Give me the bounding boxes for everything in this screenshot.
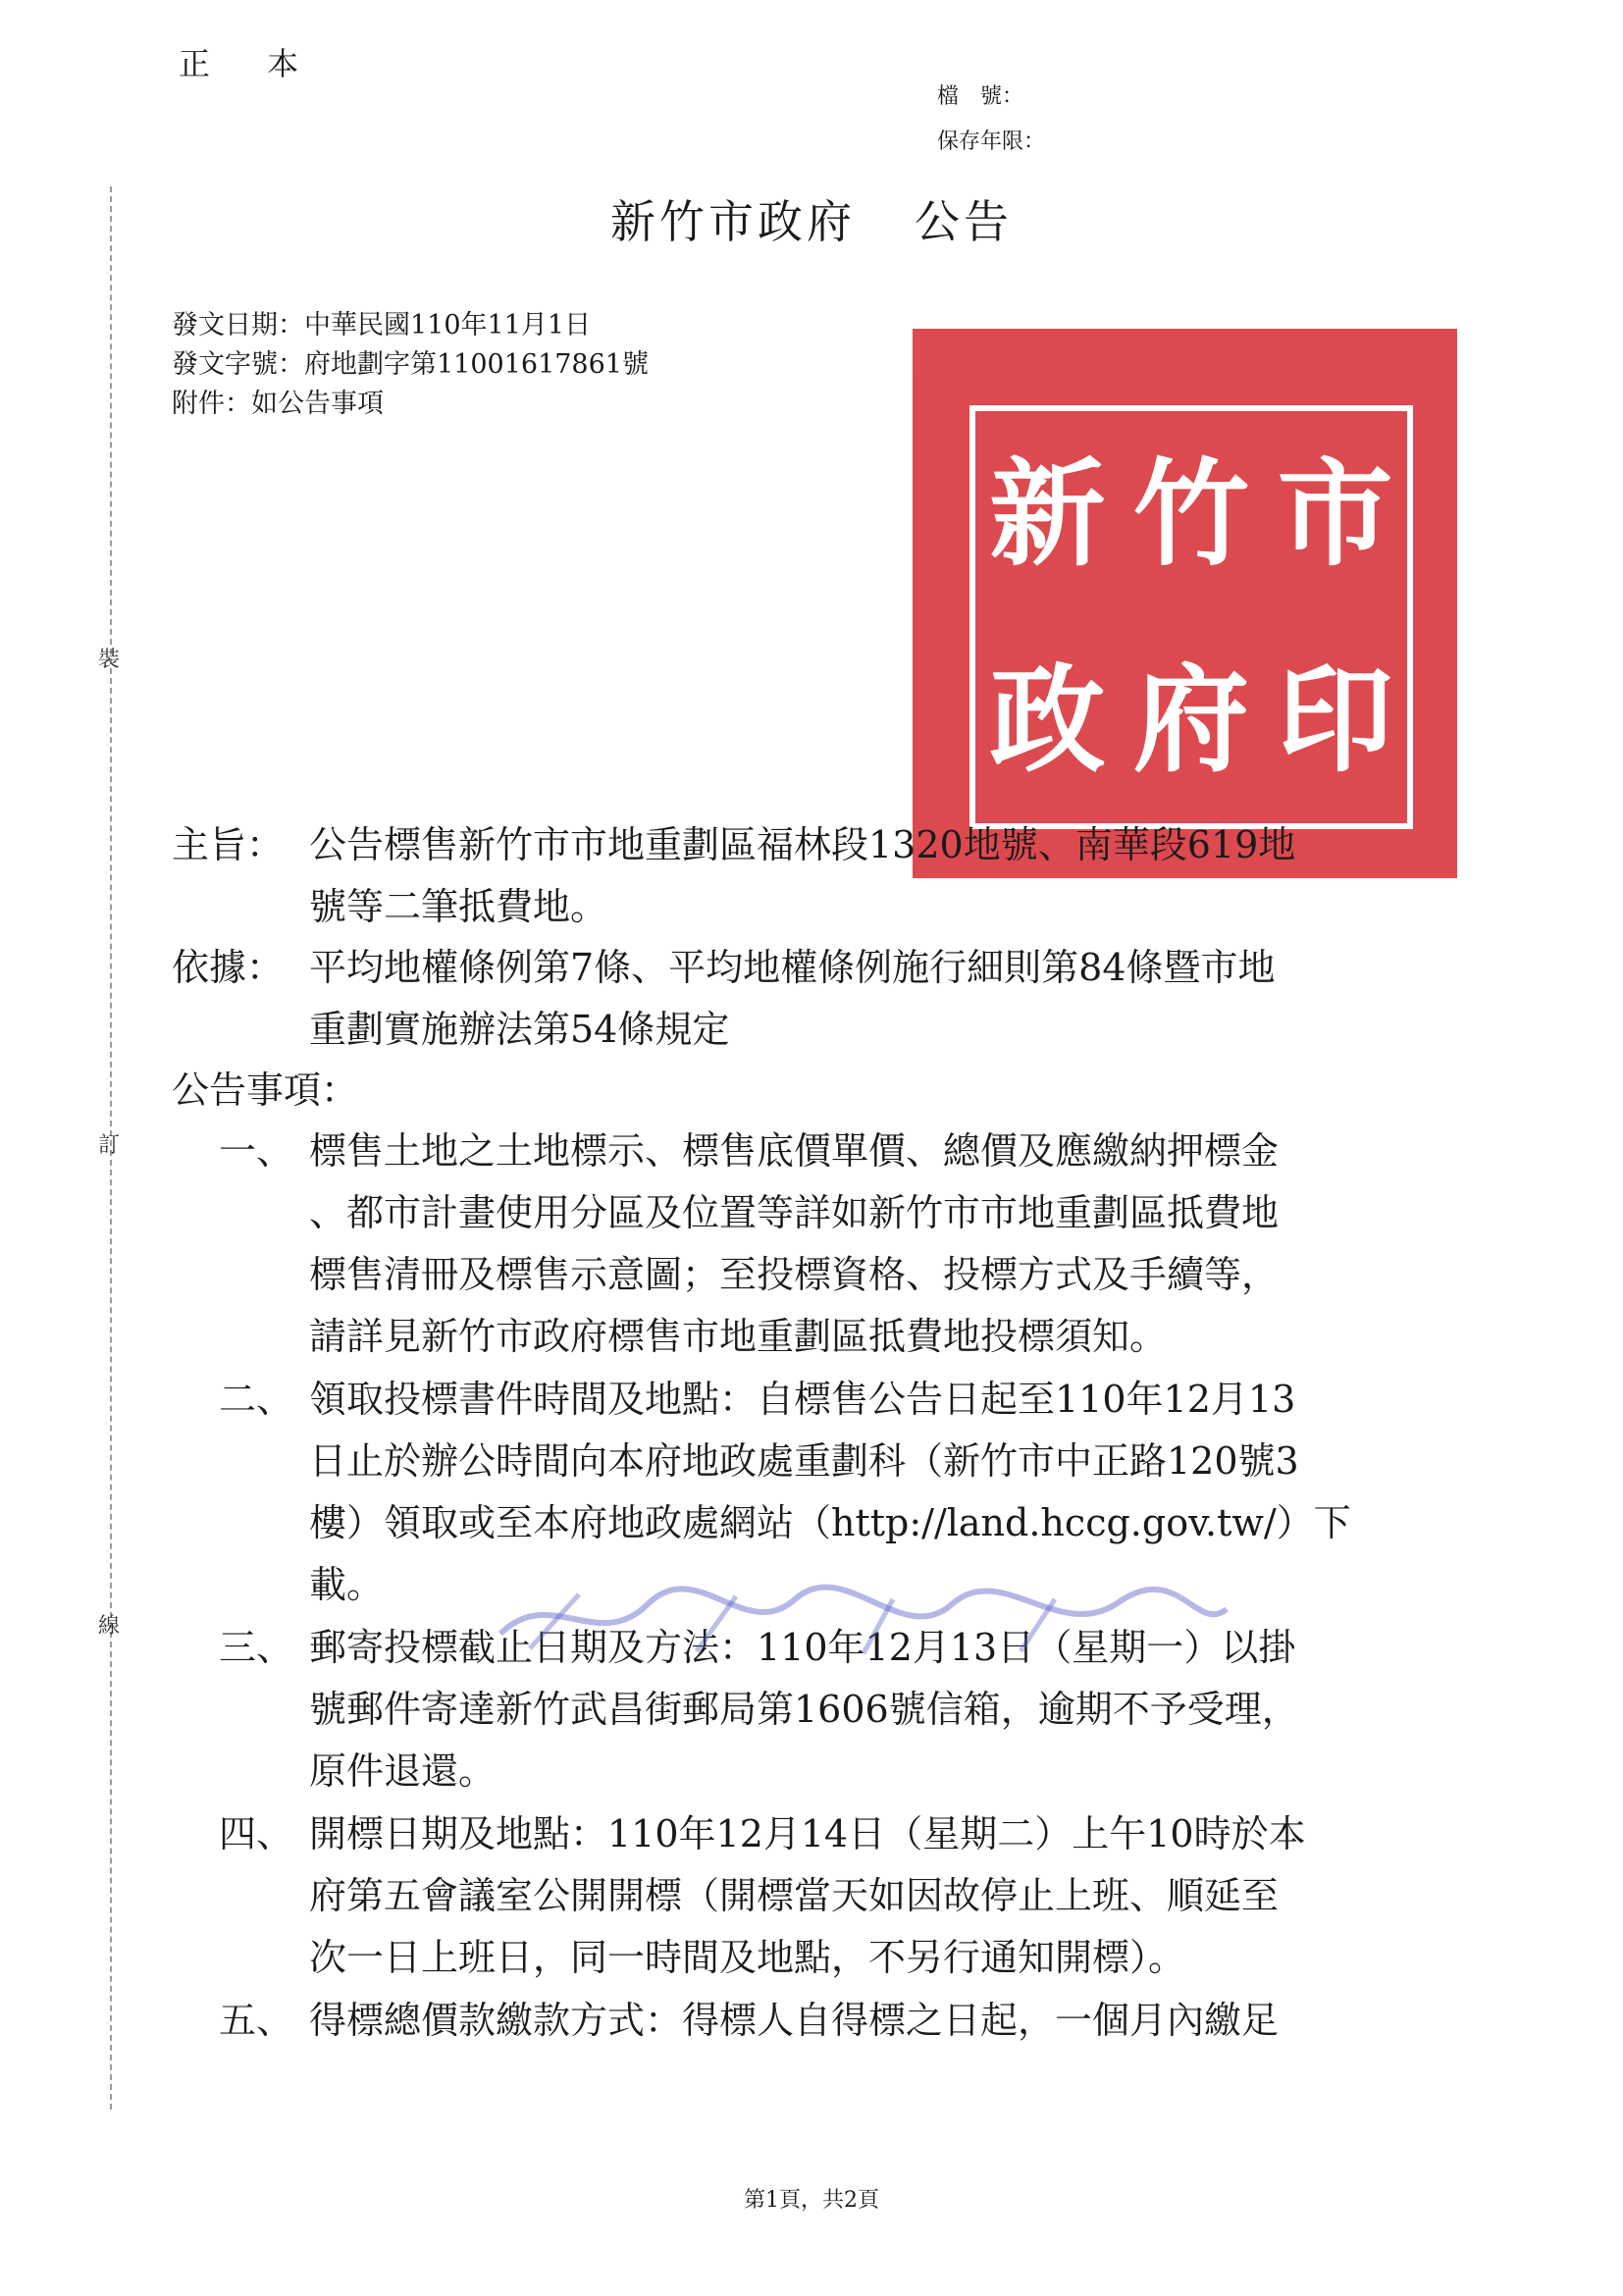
seal-char: 府 bbox=[1132, 652, 1249, 788]
issue-info bbox=[172, 306, 649, 424]
item-number: 二、 bbox=[219, 1378, 294, 1421]
agency-name: 新竹市政府 bbox=[610, 195, 856, 248]
subject-label: 主旨： bbox=[172, 823, 285, 866]
binding-mark-zhuang: 裝 bbox=[98, 648, 121, 672]
seal-char: 政 bbox=[989, 652, 1106, 788]
item-line: 次一日上班日，同一時間及地點，不另行通知開標）。 bbox=[309, 1936, 1186, 1979]
basis-label: 依據： bbox=[172, 946, 285, 989]
subject-line: 號等二筆抵費地。 bbox=[309, 885, 608, 928]
item-line: 府第五會議室公開開標（開標當天如因故停止上班、順延至 bbox=[309, 1874, 1280, 1917]
seal-char: 新 bbox=[989, 445, 1106, 582]
retention-period-label: 保存年限： bbox=[937, 130, 1046, 154]
notice-items-label: 公告事項： bbox=[172, 1069, 359, 1112]
item-line: 開標日期及地點：110年12月14日（星期二）上午10時於本 bbox=[309, 1812, 1306, 1855]
basis-content bbox=[309, 937, 1276, 1061]
document-type: 公告 bbox=[915, 195, 1013, 248]
item-line: 領取投標書件時間及地點：自標售公告日起至110年12月13 bbox=[309, 1378, 1296, 1421]
item-number: 五、 bbox=[219, 1999, 294, 2042]
copy-label: 正 本 bbox=[179, 45, 323, 82]
issue-reference-number: 發文字號：府地劃字第11001617861號 bbox=[172, 349, 649, 380]
seal-char: 印 bbox=[1277, 652, 1393, 788]
item-line: 、都市計畫使用分區及位置等詳如新竹市市地重劃區抵費地 bbox=[309, 1191, 1280, 1234]
item-content bbox=[309, 1803, 1306, 1989]
item-line: 日止於辦公時間向本府地政處重劃科（新竹市中正路120號3 bbox=[309, 1439, 1299, 1483]
item-content bbox=[309, 1121, 1279, 1368]
item-line: 請詳見新竹市政府標售市地重劃區抵費地投標須知。 bbox=[309, 1315, 1168, 1358]
document-title bbox=[0, 186, 1623, 251]
item-number: 三、 bbox=[219, 1626, 294, 1669]
binding-mark-ding: 訂 bbox=[98, 1133, 121, 1158]
file-meta bbox=[937, 75, 1045, 165]
seal-char: 竹 bbox=[1132, 445, 1249, 582]
received-stamp bbox=[491, 1575, 1236, 1663]
seal-frame bbox=[969, 405, 1413, 829]
item-line: 標售清冊及標售示意圖；至投標資格、投標方式及手續等， bbox=[309, 1253, 1280, 1296]
item-line: 標售土地之土地標示、標售底價單價、總價及應繳納押標金 bbox=[309, 1129, 1280, 1173]
binding-mark-xian: 線 bbox=[98, 1614, 121, 1639]
item-number: 四、 bbox=[219, 1812, 294, 1855]
basis-line: 重劃實施辦法第54條規定 bbox=[309, 1008, 730, 1051]
page-footer: 第1頁，共2頁 bbox=[744, 2188, 879, 2213]
issue-date: 發文日期：中華民國110年11月1日 bbox=[172, 310, 592, 340]
item-content bbox=[309, 1990, 1279, 2052]
item-line: 郵寄投標截止日期及方法：110年12月13日（星期一）以掛 bbox=[309, 1626, 1296, 1669]
basis-line: 平均地權條例第7條、平均地權條例施行細則第84條暨市地 bbox=[309, 946, 1276, 989]
item-line: 號郵件寄達新竹武昌街郵局第1606號信箱，逾期不予受理， bbox=[309, 1688, 1299, 1731]
subject-content bbox=[309, 814, 1295, 938]
item-line: 載。 bbox=[309, 1563, 385, 1606]
seal-char: 市 bbox=[1277, 445, 1393, 582]
attachment-note: 附件：如公告事項 bbox=[172, 389, 384, 419]
item-line: 原件退還。 bbox=[309, 1749, 497, 1793]
item-line: 樓）領取或至本府地政處網站（http://land.hccg.gov.tw/）下 bbox=[309, 1501, 1351, 1544]
file-number-label: 檔 號： bbox=[937, 84, 1024, 109]
item-line: 得標總價款繳款方式：得標人自得標之日起，一個月內繳足 bbox=[309, 1999, 1280, 2042]
official-seal bbox=[913, 329, 1457, 878]
item-number: 一、 bbox=[219, 1129, 294, 1173]
subject-line: 公告標售新竹市市地重劃區福林段1320地號、南華段619地 bbox=[309, 823, 1296, 866]
